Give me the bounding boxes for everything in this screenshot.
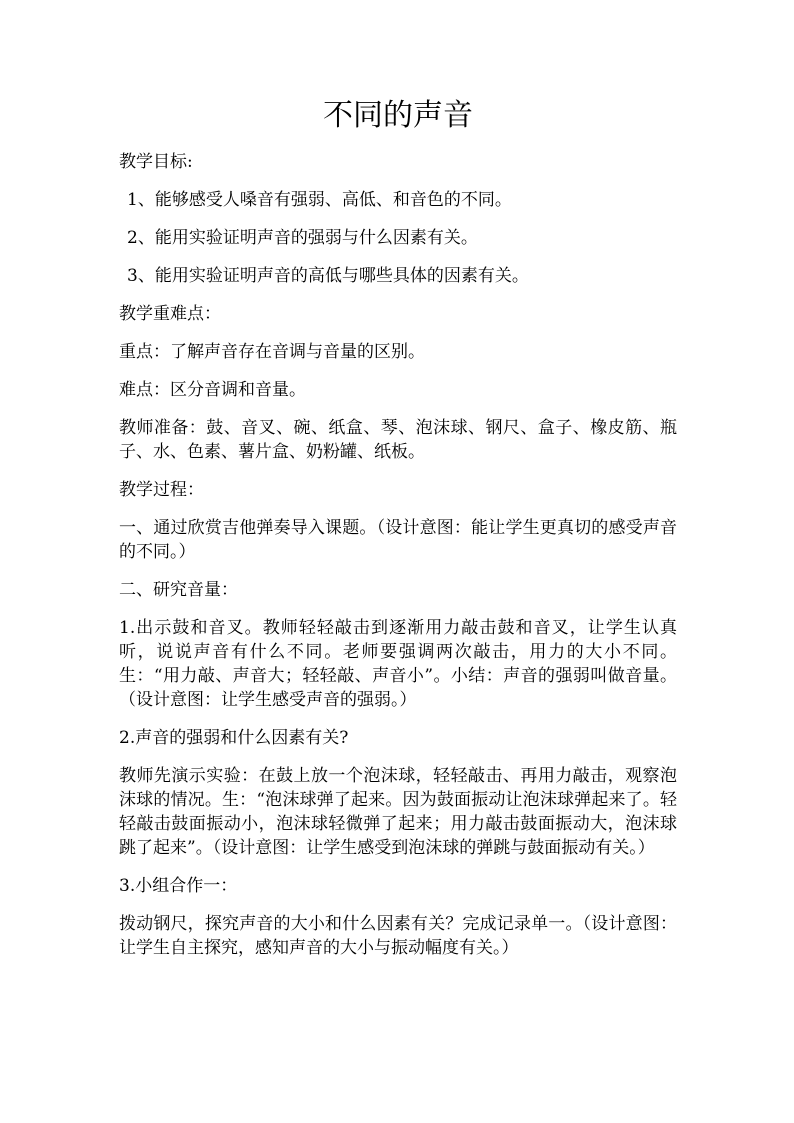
key-point: 重点：了解声音存在音调与音量的区别。 <box>119 342 425 362</box>
step-2-3: 拨动钢尺，探究声音的大小和什么因素有关？完成记录单一。（设计意图：让学生自主探究，感知声音的大小与振动幅度有关。） <box>119 914 677 958</box>
step-2-heading: 二、研究音量： <box>119 580 238 600</box>
step-1: 一、通过欣赏吉他弹奏导入课题。（设计意图：能让学生更真切的感受声音的不同。） <box>119 518 677 562</box>
difficulty: 难点：区分音调和音量。 <box>119 380 306 400</box>
goal-1: 1、能够感受人嗓音有强弱、高低、和音色的不同。 <box>127 190 512 210</box>
teacher-preparation: 教师准备：鼓、音叉、碗、纸盒、琴、泡沫球、钢尺、盒子、橡皮筋、瓶子、水、色素、薯片盒、奶粉罐、纸板。 <box>119 418 677 462</box>
step-2-3-heading: 3.小组合作一： <box>119 876 238 896</box>
step-2-1: 1.出示鼓和音叉。教师轻轻敲击到逐渐用力敲击鼓和音叉，让学生认真听，说说声音有什么不同。老师要强调两次敲击，用力的大小不同。生：“用力敲、声音大；轻轻敲、声音小”。小结：声音的强弱叫做音量。（设计意图：让学生感受声音的强弱。） <box>119 618 677 710</box>
step-2-2-heading: 2.声音的强弱和什么因素有关? <box>119 728 349 748</box>
document-title: 不同的声音 <box>323 98 473 133</box>
goal-3: 3、能用实验证明声音的高低与哪些具体的因素有关。 <box>127 266 529 286</box>
teaching-goals-heading: 教学目标: <box>119 152 193 172</box>
step-2-2: 教师先演示实验：在鼓上放一个泡沫球，轻轻敲击、再用力敲击，观察泡沫球的情况。生：“泡沫球弹了起来。因为鼓面振动让泡沫球弹起来了。轻轻敲击鼓面振动小，泡沫球轻微弹了起来；用力敲击鼓面振动大，泡沫球跳了起来”。（设计意图：让学生感受到泡沫球的弹跳与鼓面振动有关。） <box>119 766 677 858</box>
document-page <box>119 96 677 974</box>
teaching-process-heading: 教学过程： <box>119 480 204 500</box>
goal-2: 2、能用实验证明声音的强弱与什么因素有关。 <box>127 228 478 248</box>
key-points-heading: 教学重难点： <box>119 304 221 324</box>
